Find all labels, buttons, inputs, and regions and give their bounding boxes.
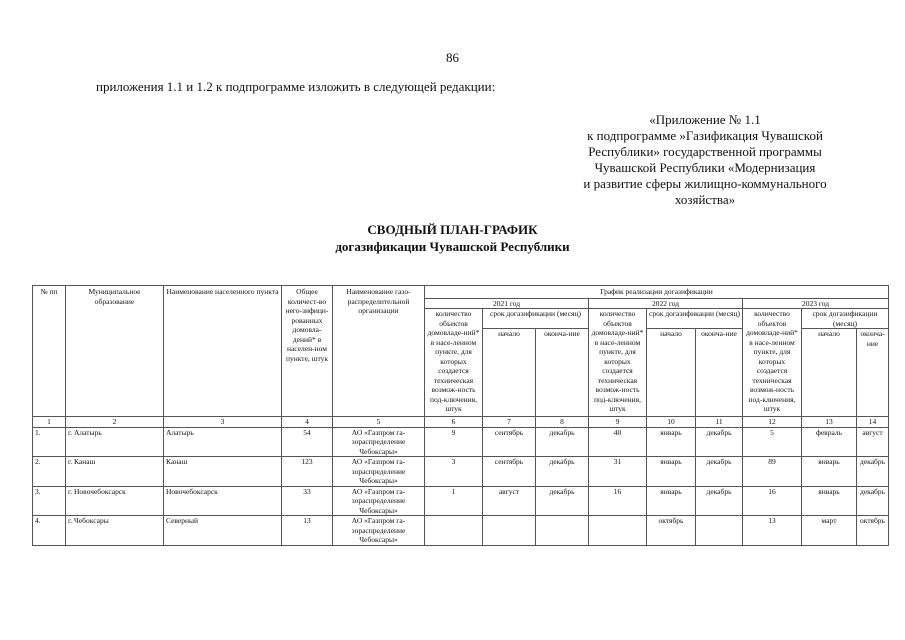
header-period-2021: срок догазификации (месяц) [483, 309, 589, 329]
col-number: 7 [483, 417, 536, 428]
col-number: 8 [536, 417, 589, 428]
cell-end-2022 [696, 516, 743, 546]
header-objects-2021: количество объектов домовладе-ний* в насе-ленном пункте, для которых создается техническая возмож-ность под-ключения, штук [425, 309, 483, 417]
col-number: 6 [425, 417, 483, 428]
cell-count-2023: 5 [743, 427, 802, 457]
col-number: 9 [589, 417, 647, 428]
table-row [33, 457, 889, 487]
col-number: 10 [647, 417, 696, 428]
table-row [33, 516, 889, 546]
header-year-2023: 2023 год [743, 298, 889, 309]
cell-municipality: г. Новочебоксарск [66, 486, 164, 516]
appendix-line: «Приложение № 1.1 [649, 112, 761, 127]
cell-count-2021: 3 [425, 457, 483, 487]
cell-end-2022: декабрь [696, 457, 743, 487]
cell-settlement: Северный [164, 516, 282, 546]
intro-text: приложения 1.1 и 1.2 к подпрограмме изложить в следующей редакции: [96, 79, 496, 94]
cell-settlement: Канаш [164, 457, 282, 487]
header-period-2023: срок догазификации (месяц) [802, 309, 889, 329]
appendix-line: хозяйства» [674, 192, 736, 207]
table-row [33, 427, 889, 457]
cell-end-2022: декабрь [696, 427, 743, 457]
cell-num: 1. [33, 427, 66, 457]
col-number: 12 [743, 417, 802, 428]
header-end: оконча-ние [857, 329, 889, 417]
cell-num: 3. [33, 486, 66, 516]
cell-end-2021: декабрь [536, 486, 589, 516]
document-title [0, 221, 905, 255]
cell-count-2021: 1 [425, 486, 483, 516]
cell-settlement: Новочебоксарск [164, 486, 282, 516]
cell-total: 33 [282, 486, 333, 516]
appendix-line: к подпрограмме »Газификация Чувашской [587, 128, 823, 143]
cell-end-2023: октябрь [857, 516, 889, 546]
cell-start-2023: февраль [802, 427, 857, 457]
col-number: 5 [333, 417, 425, 428]
appendix-caption [560, 112, 850, 208]
cell-end-2023: август [857, 427, 889, 457]
header-objects-2022: количество объектов домовладе-ний* в насе-ленном пункте, для которых создается техническая возмож-ность под-ключения, штук [589, 309, 647, 417]
header-start: начало [802, 329, 857, 417]
column-number-row [33, 417, 889, 428]
cell-municipality: г. Алатырь [66, 427, 164, 457]
cell-start-2022: январь [647, 486, 696, 516]
header-year-2021: 2021 год [425, 298, 589, 309]
cell-count-2021 [425, 516, 483, 546]
cell-end-2023: декабрь [857, 486, 889, 516]
col-number: 3 [164, 417, 282, 428]
cell-start-2022: октябрь [647, 516, 696, 546]
col-number: 11 [696, 417, 743, 428]
cell-count-2022: 16 [589, 486, 647, 516]
header-schedule: График реализации догазификации [425, 286, 889, 299]
cell-gdo: АО «Газпром га-зораспределение Чебоксары» [333, 516, 425, 546]
cell-start-2021 [483, 516, 536, 546]
cell-settlement: Алатырь [164, 427, 282, 457]
header-municipality: Муниципальное образование [66, 286, 164, 417]
col-number: 2 [66, 417, 164, 428]
cell-end-2021: декабрь [536, 427, 589, 457]
header-gdo: Наименование газо-распределительной организации [333, 286, 425, 417]
cell-start-2021: август [483, 486, 536, 516]
cell-count-2023: 89 [743, 457, 802, 487]
cell-count-2021: 9 [425, 427, 483, 457]
cell-count-2022: 31 [589, 457, 647, 487]
header-end: оконча-ние [696, 329, 743, 417]
cell-count-2023: 13 [743, 516, 802, 546]
cell-start-2021: сентябрь [483, 457, 536, 487]
header-start: начало [647, 329, 696, 417]
cell-count-2022: 40 [589, 427, 647, 457]
cell-municipality: г. Канаш [66, 457, 164, 487]
appendix-line: Республики» государственной программы [588, 144, 822, 159]
appendix-line: и развитие сферы жилищно-коммунального [583, 176, 827, 191]
cell-end-2021: декабрь [536, 457, 589, 487]
subtitle: догазификации Чувашской Республики [335, 239, 570, 254]
cell-start-2022: январь [647, 457, 696, 487]
cell-end-2023: декабрь [857, 457, 889, 487]
plan-table [32, 285, 889, 546]
cell-end-2022: декабрь [696, 486, 743, 516]
cell-count-2023: 16 [743, 486, 802, 516]
header-start: начало [483, 329, 536, 417]
header-settlement: Наименование населенного пункта [164, 286, 282, 417]
header-row [33, 286, 889, 299]
cell-total: 13 [282, 516, 333, 546]
page-number: 86 [446, 50, 459, 65]
cell-start-2023: март [802, 516, 857, 546]
header-num: № пп [33, 286, 66, 417]
cell-num: 2. [33, 457, 66, 487]
cell-start-2023: январь [802, 486, 857, 516]
col-number: 4 [282, 417, 333, 428]
header-objects-2023: количество объектов домовладе-ний* в насе-ленном пункте, для которых создается техническая возмож-ность под-ключения, штук [743, 309, 802, 417]
col-number: 1 [33, 417, 66, 428]
cell-start-2021: сентябрь [483, 427, 536, 457]
appendix-line: Чувашской Республики «Модернизация [594, 160, 816, 175]
cell-count-2022 [589, 516, 647, 546]
col-number: 13 [802, 417, 857, 428]
cell-start-2023: январь [802, 457, 857, 487]
cell-num: 4. [33, 516, 66, 546]
table-row [33, 486, 889, 516]
cell-municipality: г. Чебоксары [66, 516, 164, 546]
cell-total: 54 [282, 427, 333, 457]
header-period-2022: срок догазификации (месяц) [647, 309, 743, 329]
cell-gdo: АО «Газпром га-зораспределение Чебоксары» [333, 427, 425, 457]
col-number: 14 [857, 417, 889, 428]
cell-start-2022: январь [647, 427, 696, 457]
header-end: оконча-ние [536, 329, 589, 417]
cell-gdo: АО «Газпром га-зораспределение Чебоксары» [333, 457, 425, 487]
cell-total: 123 [282, 457, 333, 487]
title: СВОДНЫЙ ПЛАН-ГРАФИК [367, 222, 538, 237]
header-year-2022: 2022 год [589, 298, 743, 309]
cell-end-2021 [536, 516, 589, 546]
cell-gdo: АО «Газпром га-зораспределение Чебоксары» [333, 486, 425, 516]
header-total: Общее количест-во него-зифици-рованных домовла-дений* в населен-ном пункте, штук [282, 286, 333, 417]
